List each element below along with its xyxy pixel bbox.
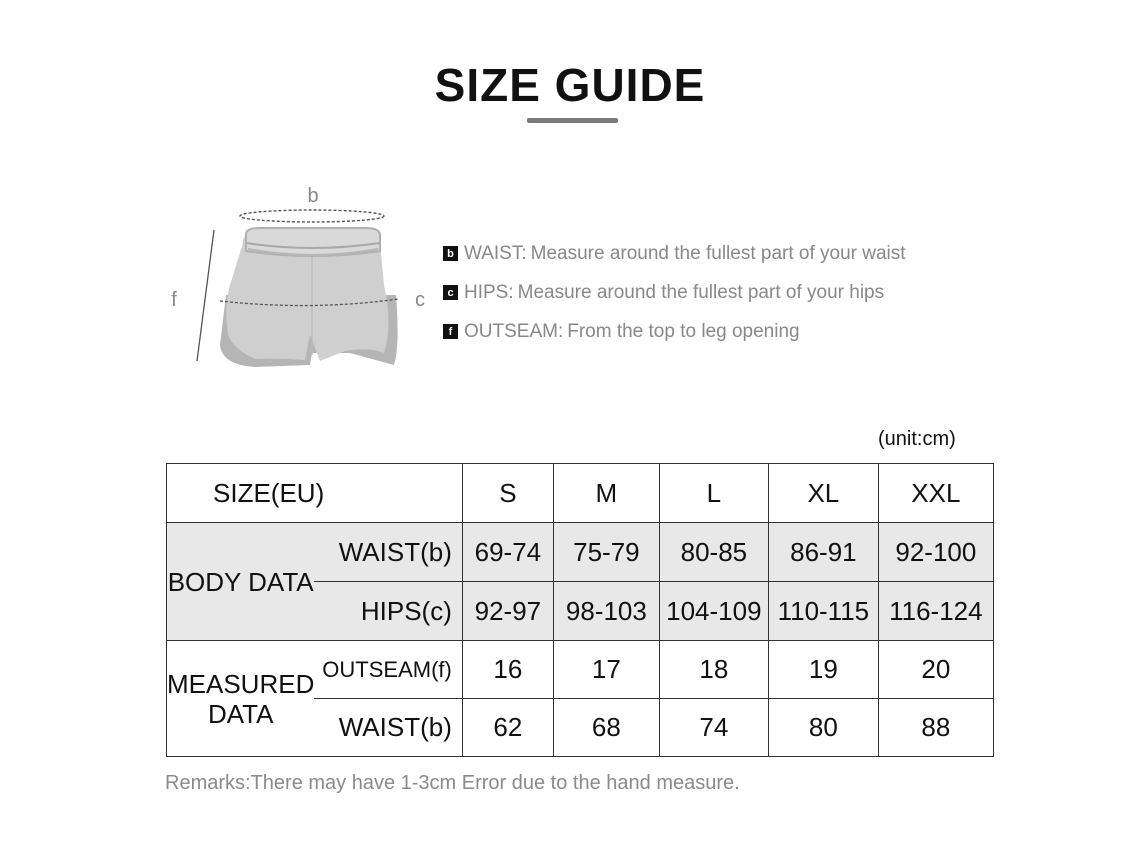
table-cell: 69-74 [462, 523, 553, 582]
size-col-s: S [462, 464, 553, 523]
size-col-xxl: XXL [878, 464, 993, 523]
table-cell: 80-85 [659, 523, 768, 582]
table-cell: 92-97 [462, 582, 553, 641]
table-cell: 116-124 [878, 582, 993, 641]
size-col-m: M [553, 464, 659, 523]
row-label-body-hips: HIPS(c) [314, 582, 462, 641]
measurement-legend [443, 234, 906, 351]
table-cell: 104-109 [659, 582, 768, 641]
table-cell: 74 [659, 699, 768, 757]
hips-marker-label: c [415, 289, 425, 311]
remarks-note: Remarks:There may have 1-3cm Error due to the hand measure. [165, 772, 740, 794]
legend-label-outseam: OUTSEAM: [464, 320, 564, 342]
table-row [167, 641, 994, 699]
shorts-illustration [160, 175, 440, 385]
legend-item-outseam [443, 312, 906, 351]
table-header-row [167, 464, 994, 523]
legend-key-hips: c [443, 285, 458, 300]
table-cell: 19 [768, 641, 878, 699]
title-underline [527, 118, 618, 123]
table-cell: 98-103 [553, 582, 659, 641]
table-cell: 62 [462, 699, 553, 757]
table-cell: 80 [768, 699, 878, 757]
legend-item-hips [443, 273, 906, 312]
legend-text-hips: Measure around the fullest part of your hips [517, 281, 885, 303]
body-data-group-label: BODY DATA [167, 523, 315, 641]
legend-key-waist: b [443, 246, 458, 261]
table-cell: 16 [462, 641, 553, 699]
legend-text-outseam: From the top to leg opening [567, 320, 800, 342]
row-label-measured-waist: WAIST(b) [314, 699, 462, 757]
table-cell: 88 [878, 699, 993, 757]
size-header-label: SIZE(EU) [167, 464, 463, 523]
table-cell: 20 [878, 641, 993, 699]
measured-data-group-label: MEASURED DATA [167, 641, 315, 757]
table-cell: 92-100 [878, 523, 993, 582]
legend-label-waist: WAIST: [464, 242, 527, 264]
legend-key-outseam: f [443, 324, 458, 339]
legend-item-waist [443, 234, 906, 273]
size-col-l: L [659, 464, 768, 523]
size-table [166, 463, 994, 757]
unit-label: (unit:cm) [878, 428, 956, 450]
legend-text-waist: Measure around the fullest part of your waist [530, 242, 906, 264]
outseam-marker-label: f [171, 289, 177, 311]
row-label-body-waist: WAIST(b) [314, 523, 462, 582]
table-row [167, 523, 994, 582]
table-cell: 75-79 [553, 523, 659, 582]
table-cell: 110-115 [768, 582, 878, 641]
table-cell: 86-91 [768, 523, 878, 582]
row-label-outseam: OUTSEAM(f) [314, 641, 462, 699]
waist-marker-label: b [307, 185, 319, 207]
legend-label-hips: HIPS: [464, 281, 514, 303]
table-cell: 18 [659, 641, 768, 699]
table-cell: 68 [553, 699, 659, 757]
table-cell: 17 [553, 641, 659, 699]
page-title: SIZE GUIDE [434, 59, 706, 111]
size-col-xl: XL [768, 464, 878, 523]
